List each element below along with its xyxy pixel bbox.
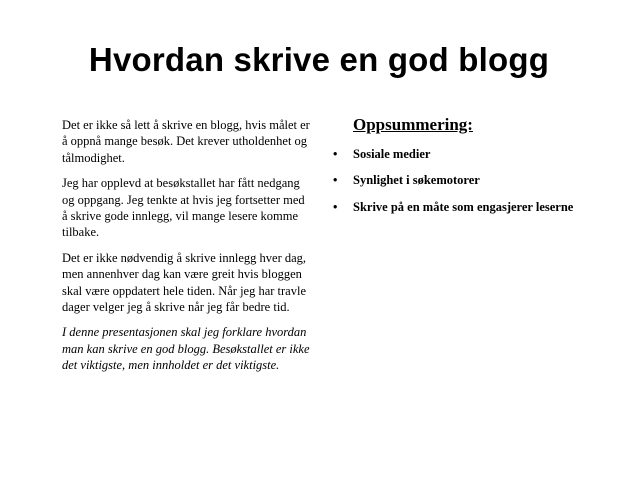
- summary-item-label: Synlighet i søkemotorer: [353, 173, 480, 188]
- summary-heading: Oppsummering:: [353, 115, 473, 134]
- paragraph-presentation-purpose: I denne presentasjonen skal jeg forklare hvordan man kan skrive en god blogg. Besøkstallet er ikke det viktigste, men innholdet er det viktigste.: [62, 325, 310, 373]
- slide-title: Hvordan skrive en god blogg: [88, 41, 550, 78]
- bullet-icon: •: [333, 173, 338, 188]
- summary-column: [331, 115, 581, 225]
- paragraph-frequency: Det er ikke nødvendig å skrive innlegg hver dag, men annenhver dag kan være greit hvis bloggen skal være oppdatert hele tiden. Når jeg har travle dager velger jeg å skrive når jeg får bedre tid.: [62, 250, 307, 315]
- summary-item-engaging-writing: [331, 199, 581, 215]
- summary-item-label: Sosiale medier: [353, 147, 431, 161]
- summary-list: [331, 146, 581, 215]
- summary-item-social-media: [331, 146, 581, 162]
- paragraph-intro: Det er ikke så lett å skrive en blogg, hvis målet er å oppnå mange besøk. Det krever utholdenhet og tålmodighet.: [62, 118, 310, 165]
- paragraph-experience: Jeg har opplevd at besøkstallet har fått nedgang og oppgang. Jeg tenkte at hvis jeg fortsetter med å skrive gode innlegg, vil mange lesere komme tilbake.: [62, 176, 305, 240]
- summary-item-search-visibility: [331, 172, 581, 188]
- bullet-icon: •: [333, 147, 338, 161]
- body-text-column: [62, 117, 312, 383]
- summary-item-label: Skrive på en måte som engasjerer leserne: [353, 199, 574, 214]
- bullet-icon: •: [333, 199, 338, 214]
